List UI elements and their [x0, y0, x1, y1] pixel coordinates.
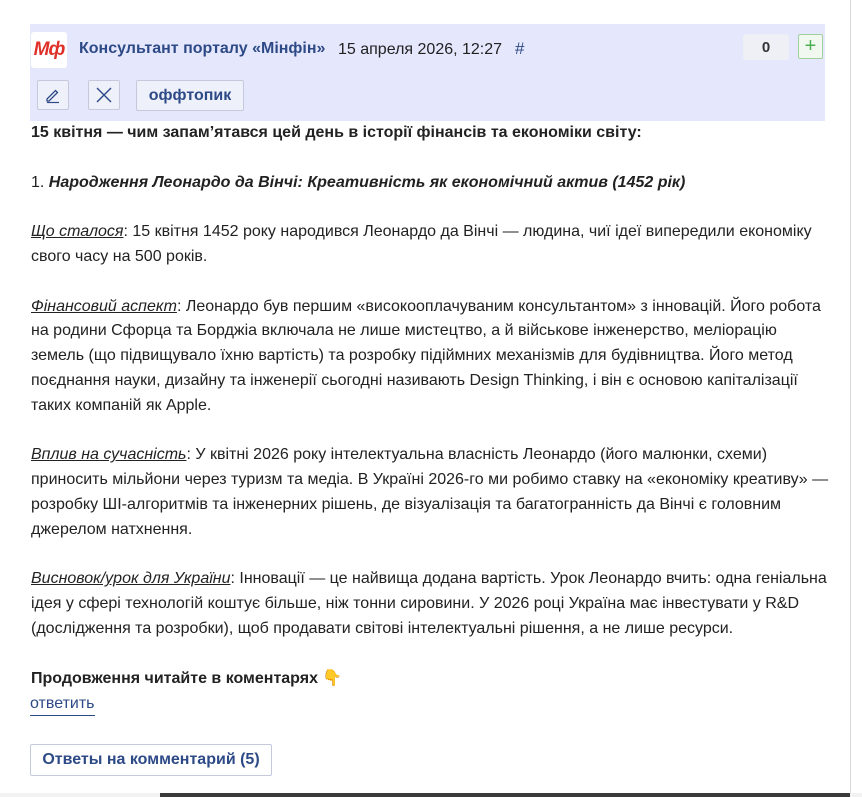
continue-text: Продовження читайте в коментарях 👇 [31, 669, 343, 687]
permalink-hash[interactable]: # [515, 39, 525, 58]
author-name[interactable]: Консультант порталу «Мінфін» [79, 40, 326, 57]
post-date: 15 апреля 2026, 12:27 [338, 41, 503, 58]
minfin-logo[interactable]: Мф [31, 32, 67, 68]
horizontal-scrollbar[interactable] [0, 793, 862, 797]
what-happened-text: : 15 квітня 1452 року народився Леонардо да Вінчі — людина, чиї ідеї випередили економіку свого часу на 500 років. [31, 223, 812, 265]
financial-label: Фінансовий аспект [31, 297, 177, 315]
pencil-icon [44, 86, 62, 104]
item-heading-line [31, 171, 831, 196]
item-heading: Народження Леонардо да Вінчі: Креативність як економічний актив (1452 рік) [48, 173, 686, 191]
financial-text: : Леонардо був першим «високооплачуваним консультантом» з інновацій. Його робота на родини Сфорца та Борджіа включала не лише мистецтво, а й військове інженерство, меліорацію земель (що підвищувало їхню вартість) та розробку підіймних механізмів для будівництва. Його метод поєднання науки, дизайну та інженерії сьогодні називають Design Thinking, і він є основою капіталізації таких компаній як Apple. [31, 297, 821, 414]
page-divider [850, 0, 851, 797]
item-number: 1. [31, 173, 45, 191]
delete-button[interactable] [88, 80, 120, 110]
conclusion-text: : Інновації — це найвища додана вартість. Урок Леонардо вчить: одна геніальна ідея у сфері технологій коштує більше, ніж тонни сировини. У 2026 році Україна має інвестувати у R&D (дослідження та розробки), щоб продавати світові інтелектуальні рішення, а не лише ресурси. [31, 570, 827, 637]
answers-button[interactable]: Ответы на комментарий (5) [30, 744, 272, 776]
article-title: 15 квітня — чим запам’ятався цей день в історії фінансів та економіки світу: [31, 124, 642, 141]
influence-paragraph [31, 443, 831, 542]
comment-header [30, 24, 825, 121]
edit-button[interactable] [37, 80, 69, 110]
close-icon [95, 86, 113, 104]
what-happened-label: Що сталося [31, 223, 124, 241]
influence-text: : У квітні 2026 року інтелектуальна власність Леонардо (його малюнки, схеми) приносить мільйони через туризм та медіа. В Україні 2026-го ми робимо ставку на «економіку креативу» — розробку ШІ-алгоритмів та інженерних рішень, де візуалізація та багатогранність да Вінчі є головним джерелом натхнення. [31, 446, 829, 538]
conclusion-paragraph [31, 567, 831, 641]
offtopic-button[interactable]: оффтопик [136, 80, 244, 111]
reply-link[interactable]: ответить [30, 693, 95, 716]
upvote-button[interactable]: + [798, 34, 823, 59]
conclusion-label: Висновок/урок для України [31, 570, 231, 588]
what-happened-paragraph [31, 220, 831, 270]
vote-count: 0 [743, 34, 789, 60]
influence-label: Вплив на сучасність [31, 446, 187, 464]
comment-body [31, 121, 831, 691]
scrollbar-thumb[interactable] [160, 793, 850, 797]
financial-paragraph [31, 295, 831, 419]
